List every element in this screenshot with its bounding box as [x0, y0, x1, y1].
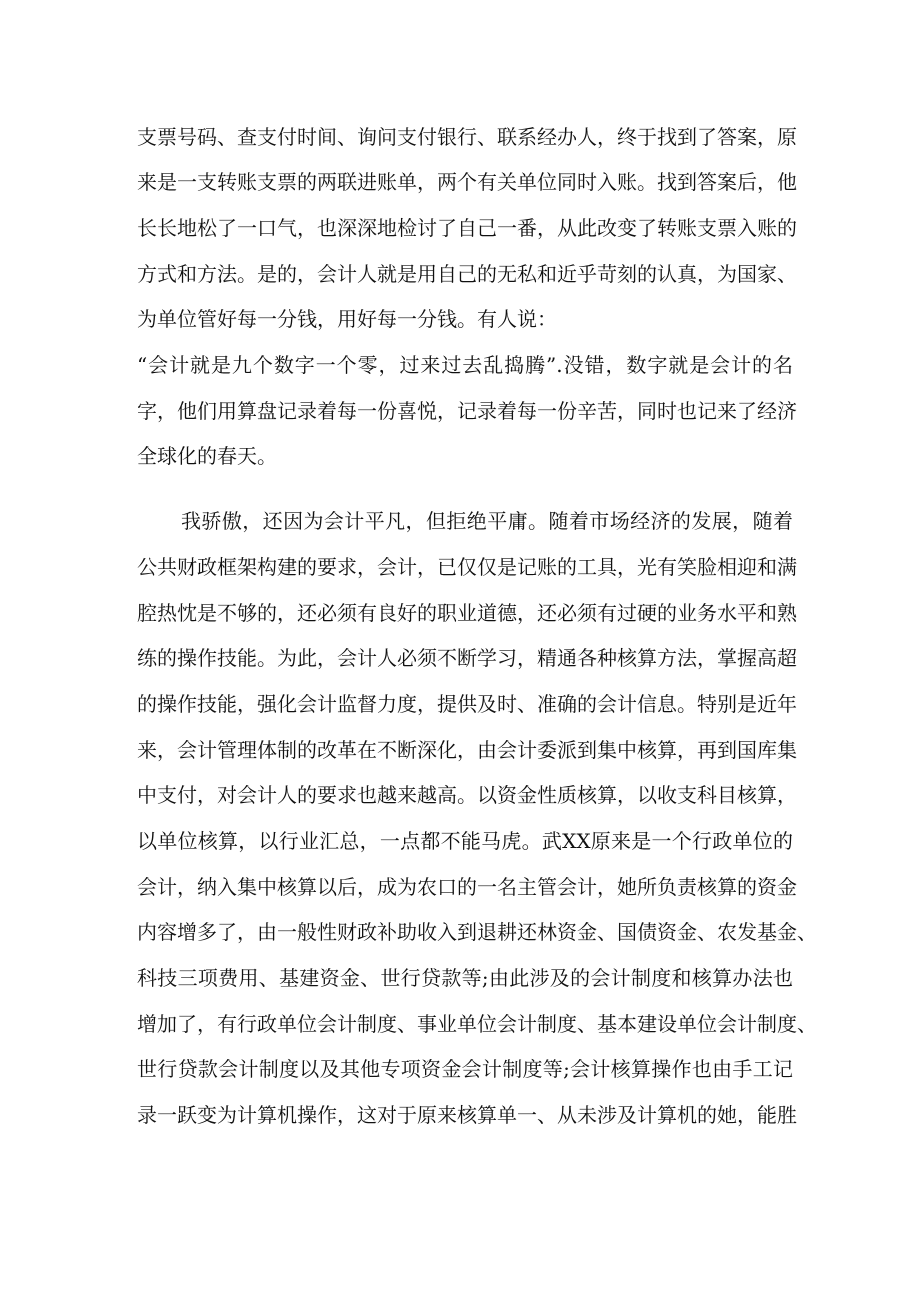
text-line-2: 来是一支转账支票的两联进账单，两个有关单位同时入账。找到答案后，他: [137, 170, 797, 194]
text-line-19: 科技三项费用、基建资金、世行贷款等;由此涉及的会计制度和核算办法也: [137, 966, 793, 990]
text-line-18: 内容增多了，由一般性财政补助收入到退耕还林资金、国债资金、农发基金、: [137, 920, 817, 944]
text-line-8: 全球化的春天。: [137, 444, 277, 468]
text-line-12: 练的操作技能。为此，会计人必须不断学习，精通各种核算方法，掌握高超: [137, 646, 797, 670]
text-line-21: 世行贷款会计制度以及其他专项资金会计制度等;会计核算操作也由手工记: [137, 1057, 793, 1081]
text-line-22: 录一跃变为计算机操作，这对于原来核算单一、从未涉及计算机的她，能胜: [137, 1103, 797, 1127]
text-line-15: 中支付，对会计人的要求也越来越高。以资金性质核算，以收支科目核算，: [137, 783, 797, 807]
text-line-4: 方式和方法。是的，会计人就是用自己的无私和近乎苛刻的认真，为国家、: [137, 262, 797, 286]
text-line-10: 公共财政框架构建的要求，会计，已仅仅是记账的工具，光有笑脸相迎和满: [137, 555, 797, 579]
text-line-13: 的操作技能，强化会计监督力度，提供及时、准确的会计信息。特别是近年: [137, 692, 797, 716]
text-line-14: 来，会计管理体制的改革在不断深化，由会计委派到集中核算，再到国库集: [137, 738, 797, 762]
text-line-17: 会计，纳入集中核算以后，成为农口的一名主管会计，她所负责核算的资金: [137, 875, 797, 899]
text-line-6: “会计就是九个数字一个零，过来过去乱捣腾”.没错，数字就是会计的名: [137, 353, 793, 377]
text-line-3: 长长地松了一口气，也深深地检讨了自己一番，从此改变了转账支票入账的: [137, 216, 797, 240]
text-line-7: 字，他们用算盘记录着每一份喜悦，记录着每一份辛苦，同时也记来了经济: [137, 399, 797, 423]
text-line-20: 增加了，有行政单位会计制度、事业单位会计制度、基本建设单位会计制度、: [137, 1012, 817, 1036]
text-line-16: 以单位核算，以行业汇总，一点都不能马虎。武XX原来是一个行政单位的: [137, 829, 793, 853]
text-line-1: 支票号码、查支付时间、询问支付银行、联系经办人，终于找到了答案，原: [137, 125, 797, 149]
text-line-5: 为单位管好每一分钱，用好每一分钱。有人说：: [137, 307, 557, 331]
text-line-11: 腔热忱是不够的，还必须有良好的职业道德，还必须有过硬的业务水平和熟: [137, 601, 797, 625]
text-line-9: 我骄傲，还因为会计平凡，但拒绝平庸。随着市场经济的发展，随着: [181, 509, 793, 533]
